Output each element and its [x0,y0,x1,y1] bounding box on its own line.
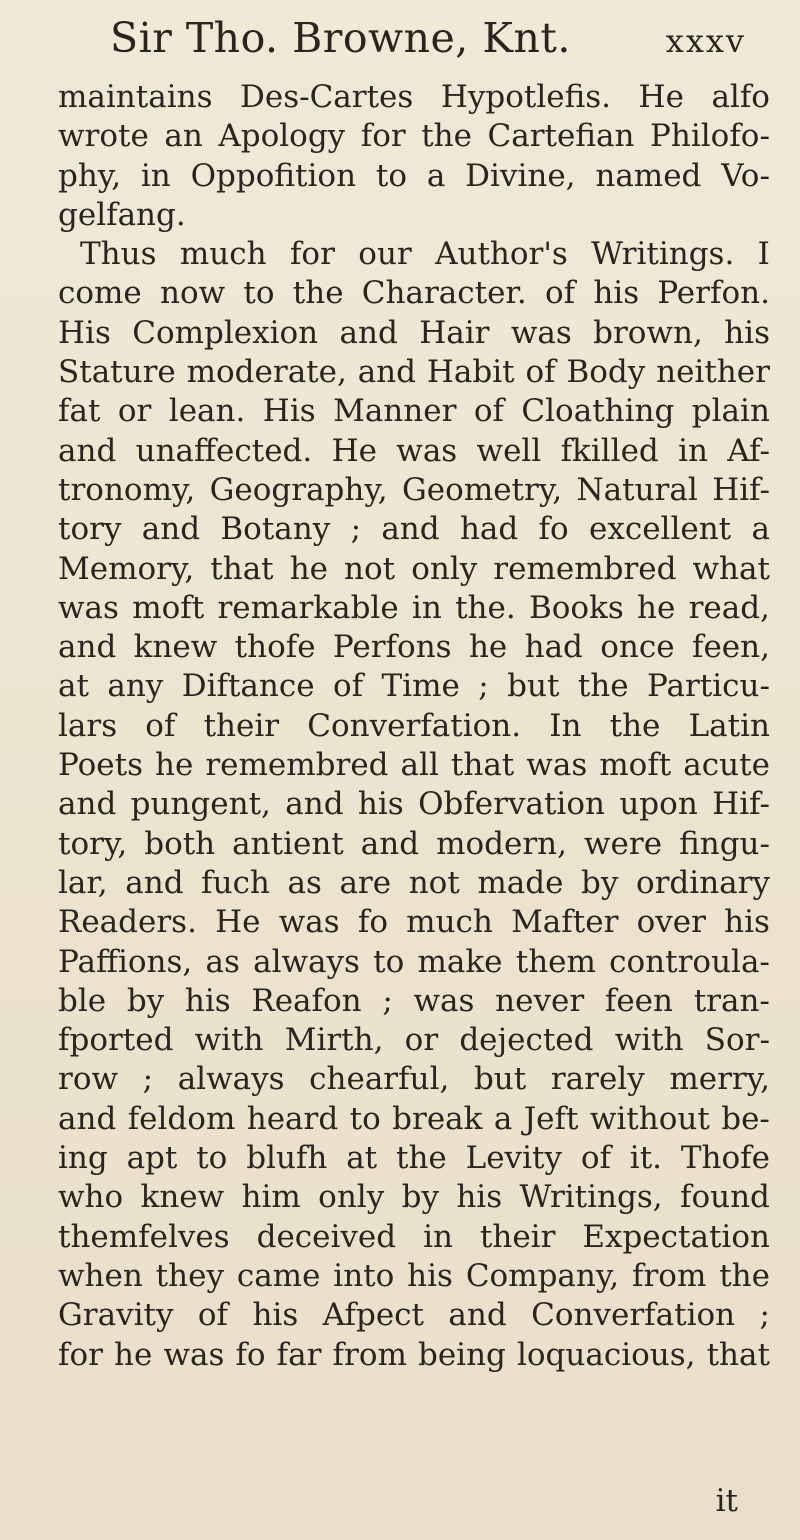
word: remembred [493,550,677,587]
word: was [510,314,572,351]
word: Perfons [332,629,452,666]
text-line [58,78,770,117]
word: Body [566,354,646,391]
word: who [58,1179,124,1216]
word: antient [232,825,344,862]
word: our [358,236,412,273]
word: neither [656,354,770,391]
word: Af- [727,432,770,469]
word: Converfation [531,1297,736,1334]
word: Mafter [511,904,619,941]
word: moderate, [186,354,347,391]
word: in [140,157,171,194]
word: Cloathing [521,393,675,430]
word: Afpect [322,1297,424,1334]
word: for [289,236,335,273]
word: the. [455,589,516,626]
word: them [515,943,596,980]
word: his [252,1297,299,1334]
word: was [278,904,340,941]
word: he [114,1336,153,1373]
word: once [600,629,675,666]
text-line [58,785,770,824]
word: he [155,747,194,784]
word: ble [58,982,107,1019]
word: unaffected. [135,432,313,469]
word: found [679,1179,770,1216]
word: he [637,589,676,626]
word: Thus [80,236,157,273]
word: his [357,786,404,823]
word: but [507,668,560,705]
text-line [58,353,770,392]
word: Diftance [181,668,315,705]
word: He [331,432,377,469]
word: Readers. [58,904,197,941]
word: the [609,707,661,744]
word: or [404,1022,439,1059]
word: Books [528,589,624,626]
word: fo [235,1336,266,1373]
word: his [724,904,770,941]
word: and [58,432,117,469]
word: he [468,629,508,666]
word: controula- [609,943,770,980]
word: an [164,118,203,155]
word: ordinary [635,864,770,901]
text-line [58,157,770,196]
word: Complexion [132,314,319,351]
page-header [60,14,760,74]
word: Gravity [58,1297,174,1334]
word: the [292,275,344,312]
word: not [408,864,460,901]
word: I [757,236,770,273]
word: Manner [333,393,457,430]
word: all [400,747,439,784]
word: loquacious, [516,1336,696,1373]
word: with [614,1022,684,1059]
word: Reafon [251,982,362,1019]
word: Character. [361,275,527,312]
text-line [58,1257,770,1296]
word: as [205,943,240,980]
word: always [253,943,360,980]
word: from [332,1336,407,1373]
word: well [476,432,542,469]
word: Geography, [209,471,388,508]
word: be- [721,1100,770,1137]
text-line: gelfang. [58,196,186,233]
word: Apology [218,118,346,155]
word: any [107,668,164,705]
word: Obfervation [418,786,605,823]
word: alfo [711,79,770,115]
word: were [584,825,663,862]
text-line [58,1021,770,1060]
word: fingu- [679,825,770,862]
word: Hif- [712,786,770,823]
word: was [413,982,475,1019]
word: at [346,1140,378,1177]
word: feen, [691,629,770,666]
text-line [58,1139,770,1178]
word: to [375,157,408,194]
word: Particu- [647,668,770,705]
word: Expectation [582,1218,770,1255]
text-line [58,943,770,982]
word: that [706,1336,770,1373]
word: that [450,747,515,784]
word: Levity [465,1140,562,1177]
text-line [58,707,770,746]
text-line [58,982,770,1021]
word: for [360,118,406,155]
running-head: Sir Tho. Browne, Knt. [110,14,571,62]
word: Geometry, [402,471,563,508]
word: Poets [58,747,143,784]
word: Mirth, [284,1022,384,1059]
word: of [544,275,576,312]
text-line [58,117,770,156]
word: to [243,275,275,312]
word: In [549,707,582,744]
word: or [117,393,152,430]
word: pungent, [130,786,271,823]
word: only [411,550,478,587]
word: Converfation. [307,707,522,744]
word: Writings. [591,236,735,273]
word: the [396,1140,447,1177]
catchword: it [715,1483,738,1519]
word: apt [126,1140,178,1177]
word: the [577,668,629,705]
word: Perfon. [657,275,770,312]
text-line [58,1060,770,1099]
word: He [215,904,261,941]
word: his [724,314,770,351]
word: only [318,1179,385,1216]
word: and [381,511,440,548]
word: chearful, [309,1061,450,1098]
text-line [58,432,770,471]
word: for [58,1336,103,1373]
word: phy, [58,157,122,194]
word: by [401,1179,439,1216]
word: themfelves [58,1218,230,1255]
word: came [236,1257,321,1294]
word: Cartefian [487,118,635,155]
word: tronomy, [58,471,196,508]
word: Jeft [523,1100,579,1137]
word: a [426,157,446,194]
word: fported [58,1022,174,1059]
text-line [58,667,770,706]
word: a [493,1100,513,1137]
text-line [58,274,770,313]
word: Natural [576,471,698,508]
word: from [632,1257,707,1294]
word: without [589,1100,710,1137]
word: Company, [465,1257,620,1294]
text-line [58,550,770,589]
word: Oppofition [190,157,357,194]
word: Hif- [712,471,770,508]
word: rarely [550,1061,645,1098]
word: the [719,1257,770,1294]
word: had [524,629,583,666]
word: moft [599,747,672,784]
word: tory [58,511,122,548]
text-line [58,746,770,785]
word: His [262,393,316,430]
text-line [58,392,770,431]
word: merry, [669,1061,770,1098]
word: Hypotlefis. [440,79,612,115]
word: lar, [58,864,108,901]
word: tran- [693,982,770,1019]
word: Divine, [465,157,576,194]
word: and [448,1297,507,1334]
word: his [184,982,231,1019]
word: knew [133,629,218,666]
word: ; [759,1297,770,1334]
word: in [423,1218,453,1255]
word: lean. [168,393,246,430]
word: that [210,550,274,587]
text-line [58,235,770,274]
word: His [58,314,111,351]
word: being [417,1336,506,1373]
body-text [58,78,770,1375]
word: Sor- [704,1022,770,1059]
word: and [357,354,416,391]
word: He [638,79,684,115]
word: of [525,354,556,391]
word: Thofe [680,1140,770,1177]
text-line [58,510,770,549]
word: break [392,1100,483,1137]
word: upon [619,786,698,823]
word: ; [350,511,362,548]
word: Memory, [58,550,195,587]
word: ; [478,668,489,705]
word: Stature [58,354,176,391]
text-line [58,864,770,903]
word: of [473,393,504,430]
text-line [58,471,770,510]
text-line [58,1296,770,1335]
word: to [349,1100,381,1137]
word: heard [246,1100,339,1137]
word: the [421,118,472,155]
text-line [58,1218,770,1257]
word: Writings, [519,1179,663,1216]
word: come [58,275,142,312]
word: blufh [246,1140,328,1177]
word: was [58,589,119,626]
word: remarkable [217,589,399,626]
word: fat [58,393,101,430]
word: now [160,275,226,312]
word: when [58,1257,143,1294]
text-line [58,1100,770,1139]
word: of [197,1297,229,1334]
word: ing [58,1140,108,1177]
word: over [636,904,706,941]
word: Habit [426,354,515,391]
word: much [406,904,493,941]
word: in [411,589,442,626]
text-line [58,628,770,667]
word: maintains [58,79,213,115]
word: and [125,864,184,901]
word: brown, [593,314,703,351]
word: was [526,747,588,784]
word: and [58,1100,117,1137]
word: to [196,1140,228,1177]
word: in [678,432,708,469]
word: as [287,864,322,901]
word: was [396,432,458,469]
page-number: xxxv [665,22,746,60]
word: to [373,943,405,980]
word: it. [629,1140,663,1177]
word: tory, [58,825,128,862]
word: feldom [127,1100,236,1137]
word: Time [381,668,460,705]
word: thofe [234,629,316,666]
word: never [495,982,585,1019]
word: what [692,550,770,587]
word: much [179,236,267,273]
word: moft [132,589,205,626]
word: fkilled [560,432,659,469]
word: and [58,629,117,666]
word: ; [142,1061,154,1098]
word: not [344,550,396,587]
word: remembred [205,747,389,784]
word: Hair [419,314,490,351]
word: his [407,1257,453,1294]
word: fo [538,511,569,548]
word: Botany [220,511,331,548]
word: both [144,825,216,862]
word: lars [58,707,118,744]
word: of [145,707,176,744]
word: fuch [201,864,270,901]
word: named [595,157,702,194]
word: Author's [435,236,568,273]
word: fo [357,904,388,941]
word: and [58,786,117,823]
text-line [58,903,770,942]
word: are [339,864,392,901]
word: at [58,668,89,705]
word: of [580,1140,611,1177]
text-line [58,1178,770,1217]
word: made [477,864,564,901]
word: read, [688,589,770,626]
word: knew [140,1179,225,1216]
word: their [479,1218,556,1255]
word: by [126,982,165,1019]
word: into [333,1257,395,1294]
text-line [58,589,770,628]
word: wrote [58,118,149,155]
text-line [58,314,770,353]
word: Vo- [721,157,770,194]
word: Des-Cartes [240,79,414,115]
word: always [177,1061,285,1098]
word: deceived [256,1218,397,1255]
word: modern, [436,825,567,862]
word: and [285,786,344,823]
word: make [417,943,503,980]
word: and [339,314,398,351]
word: but [473,1061,527,1098]
text-line [58,825,770,864]
word: row [58,1061,119,1098]
word: feen [604,982,673,1019]
word: he [289,550,328,587]
word: Latin [688,707,770,744]
word: and [360,825,420,862]
word: with [194,1022,264,1059]
word: excellent [589,511,732,548]
word: of [333,668,364,705]
word: plain [691,393,770,430]
word: him [241,1179,301,1216]
word: was [163,1336,225,1373]
word: his [593,275,640,312]
word: his [456,1179,503,1216]
word: and [141,511,201,548]
text-line [58,1336,770,1375]
word: acute [683,747,770,784]
word: had [459,511,519,548]
word: far [276,1336,322,1373]
word: by [581,864,619,901]
word: a [751,511,770,548]
word: dejected [459,1022,594,1059]
word: their [203,707,280,744]
word: Philofo- [650,118,770,155]
word: they [155,1257,224,1294]
word: Paffions, [58,943,193,980]
word: ; [382,982,393,1019]
